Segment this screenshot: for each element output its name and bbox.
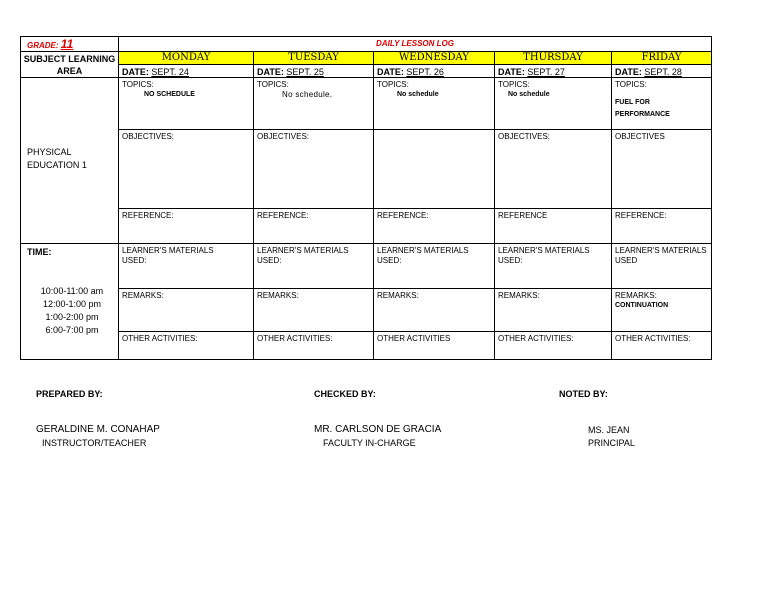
other-monday [119, 332, 254, 360]
objectives-label: OBJECTIVES: [498, 132, 551, 141]
remarks-label: REMARKS: [257, 291, 299, 300]
other-activities-label: OTHER ACTIVITIES [377, 334, 451, 343]
date-label: DATE: [615, 67, 642, 77]
date-value: SEPT. 28 [644, 67, 682, 77]
materials-label: LEARNER'S MATERIALS USED: [122, 246, 214, 265]
date-value: SEPT. 27 [527, 67, 565, 77]
date-label: DATE: [377, 67, 404, 77]
subject-area-label: SUBJECT LEARNING AREA [21, 52, 119, 78]
topics-label: TOPICS: [498, 80, 530, 89]
topics-thursday [495, 78, 612, 130]
materials-friday [612, 244, 712, 289]
objectives-thursday [495, 130, 612, 209]
noted-role: PRINCIPAL [588, 438, 635, 448]
objectives-label: OBJECTIVES [615, 132, 665, 141]
prepared-by-label: PREPARED BY: [36, 389, 103, 399]
objectives-label: OBJECTIVES: [257, 132, 310, 141]
other-tuesday [254, 332, 374, 360]
objectives-wednesday [374, 130, 495, 209]
grade-cell [21, 37, 119, 52]
reference-tuesday [254, 209, 374, 244]
checked-role: FACULTY IN-CHARGE [323, 438, 416, 448]
topics-note: No schedule [508, 91, 550, 98]
topics-monday [119, 78, 254, 130]
prepared-role: INSTRUCTOR/TEACHER [42, 438, 147, 448]
checked-name: MR. CARLSON DE GRACIA [314, 424, 442, 435]
grade-label: GRADE: [27, 41, 59, 50]
time-label: TIME: [27, 247, 52, 257]
materials-tuesday [254, 244, 374, 289]
time-slot: 1:00-2:00 pm [45, 312, 99, 322]
remarks-label: REMARKS: [498, 291, 540, 300]
reference-thursday [495, 209, 612, 244]
date-friday [612, 65, 712, 78]
remarks-label: REMARKS: [615, 291, 657, 300]
topics-friday [612, 78, 712, 130]
objectives-friday [612, 130, 712, 209]
remarks-monday [119, 289, 254, 332]
day-monday: MONDAY [119, 52, 254, 65]
remarks-label: REMARKS: [377, 291, 419, 300]
reference-label: REFERENCE [498, 211, 548, 220]
noted-by-label: NOTED BY: [559, 389, 608, 399]
subject-name: PHYSICAL EDUCATION 1 [27, 147, 87, 170]
date-value: SEPT. 25 [286, 67, 324, 77]
topics-note: FUEL FOR PERFORMANCE [615, 99, 670, 118]
materials-label: LEARNER'S MATERIALS USED [615, 246, 707, 265]
time-slot: 6:00-7:00 pm [45, 325, 99, 335]
objectives-label: OBJECTIVES: [122, 132, 175, 141]
checked-by-label: CHECKED BY: [314, 389, 376, 399]
reference-label: REFERENCE: [615, 211, 667, 220]
day-wednesday: WEDNESDAY [374, 52, 495, 65]
other-activities-label: OTHER ACTIVITIES: [122, 334, 198, 343]
date-value: SEPT. 24 [151, 67, 189, 77]
date-label: DATE: [257, 67, 284, 77]
daily-lesson-log-table [20, 36, 712, 360]
topics-note: No schedule. [282, 90, 333, 99]
topics-note: NO SCHEDULE [144, 91, 195, 98]
topics-label: TOPICS: [257, 80, 289, 89]
other-activities-label: OTHER ACTIVITIES: [257, 334, 333, 343]
subject-cell [21, 78, 119, 244]
reference-label: REFERENCE: [377, 211, 429, 220]
grade-value: 11 [60, 37, 74, 51]
materials-label: LEARNER'S MATERIALS USED: [498, 246, 590, 265]
other-activities-label: OTHER ACTIVITIES: [498, 334, 574, 343]
topics-wednesday [374, 78, 495, 130]
day-tuesday: TUESDAY [254, 52, 374, 65]
topics-label: TOPICS: [377, 80, 409, 89]
remarks-thursday [495, 289, 612, 332]
other-activities-label: OTHER ACTIVITIES: [615, 334, 691, 343]
objectives-monday [119, 130, 254, 209]
time-slot: 12:00-1:00 pm [42, 299, 102, 309]
day-thursday: THURSDAY [495, 52, 612, 65]
other-wednesday [374, 332, 495, 360]
reference-label: REFERENCE: [257, 211, 309, 220]
topics-label: TOPICS: [122, 80, 154, 89]
remarks-label: REMARKS: [122, 291, 164, 300]
reference-wednesday [374, 209, 495, 244]
materials-label: LEARNER'S MATERIALS USED: [377, 246, 469, 265]
materials-thursday [495, 244, 612, 289]
remarks-friday [612, 289, 712, 332]
reference-monday [119, 209, 254, 244]
time-cell [21, 244, 119, 360]
other-thursday [495, 332, 612, 360]
topics-label: TOPICS: [615, 80, 647, 89]
remarks-wednesday [374, 289, 495, 332]
reference-friday [612, 209, 712, 244]
reference-label: REFERENCE: [122, 211, 174, 220]
date-tuesday [254, 65, 374, 78]
date-thursday [495, 65, 612, 78]
materials-label: LEARNER'S MATERIALS USED: [257, 246, 349, 265]
date-wednesday [374, 65, 495, 78]
remarks-note: CONTINUATION [615, 302, 669, 309]
materials-wednesday [374, 244, 495, 289]
day-friday: FRIDAY [612, 52, 712, 65]
date-value: SEPT. 26 [406, 67, 444, 77]
remarks-tuesday [254, 289, 374, 332]
objectives-tuesday [254, 130, 374, 209]
date-label: DATE: [498, 67, 525, 77]
page-title: DAILY LESSON LOG [119, 37, 712, 52]
noted-name: MS. JEAN [588, 425, 630, 435]
materials-monday [119, 244, 254, 289]
date-monday [119, 65, 254, 78]
time-slot: 10:00-11:00 am [40, 286, 104, 296]
topics-tuesday [254, 78, 374, 130]
other-friday [612, 332, 712, 360]
prepared-name: GERALDINE M. CONAHAP [36, 424, 160, 435]
date-label: DATE: [122, 67, 149, 77]
topics-note: No schedule [397, 91, 439, 98]
time-slots [27, 285, 117, 337]
